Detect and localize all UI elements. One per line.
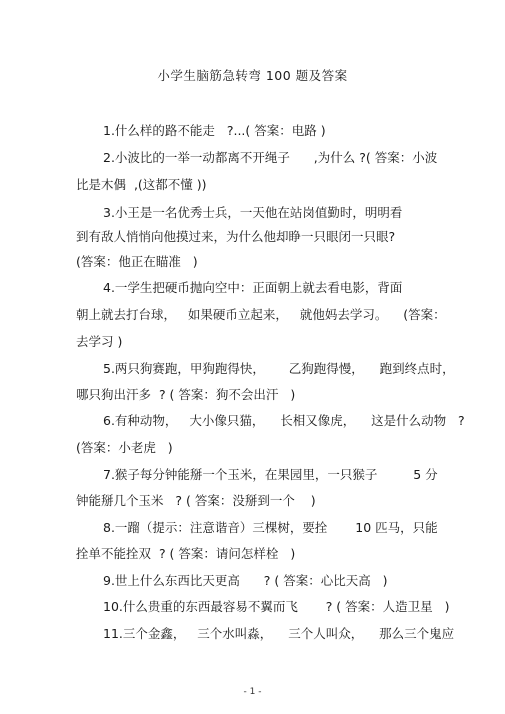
text-line: 6.有种动物， 大小像只猫， 长相又像虎， 这是什么动物 ? — [103, 413, 465, 428]
text-line: 哪只狗出汗多 ? ( 答案：狗不会出汗 ) — [76, 387, 296, 402]
text-line: 1.什么样的路不能走 ?...( 答案：电路 ) — [103, 123, 326, 138]
text-line: (答案：小老虎 ) — [76, 440, 173, 455]
text-line: 3.小王是一名优秀士兵，一天他在站岗值勤时，明明看 — [103, 205, 403, 220]
text-line: 5.两只狗赛跑，甲狗跑得快， 乙狗跑得慢， 跑到终点时， — [103, 361, 455, 376]
text-line: 拴单不能拴双 ? ( 答案：请问怎样栓 ) — [76, 546, 296, 561]
text-line: 2.小波比的一举一动都离不开绳子 ,为什么 ?( 答案：小波 — [103, 150, 438, 165]
text-line: 10.什么贵重的东西最容易不翼而飞 ? ( 答案：人造卫星 ) — [103, 599, 450, 614]
page-number: - 1 - — [243, 687, 262, 697]
text-line: 比是木偶 ,(这都不懂 )) — [76, 177, 207, 192]
text-line: 4.一学生把硬币抛向空中：正面朝上就去看电影，背面 — [103, 280, 403, 295]
text-line: (答案：他正在瞄准 ) — [76, 254, 198, 269]
text-line: 9.世上什么东西比天更高 ? ( 答案：心比天高 ) — [103, 573, 388, 588]
text-line: 去学习 ) — [76, 334, 123, 349]
text-line: 7.猴子每分钟能掰一个玉米，在果园里，一只猴子 5 分 — [103, 467, 438, 482]
text-line: 11.三个金鑫， 三个水叫淼， 三个人叫众， 那么三个鬼应 — [103, 626, 455, 641]
text-line: 到有敌人悄悄向他摸过来，为什么他却睁一只眼闭一只眼? — [76, 229, 396, 244]
text-line: 钟能掰几个玉米 ? ( 答案：没掰到一个 ) — [76, 493, 316, 508]
text-line: 8.一蹓（提示：注意谐音）三棵树，要拴 10 匹马，只能 — [103, 520, 438, 535]
text-line: 朝上就去打台球， 如果硬币立起来， 就他妈去学习。 (答案： — [76, 307, 446, 322]
document-title: 小学生脑筋急转弯 100 题及答案 — [157, 68, 348, 83]
